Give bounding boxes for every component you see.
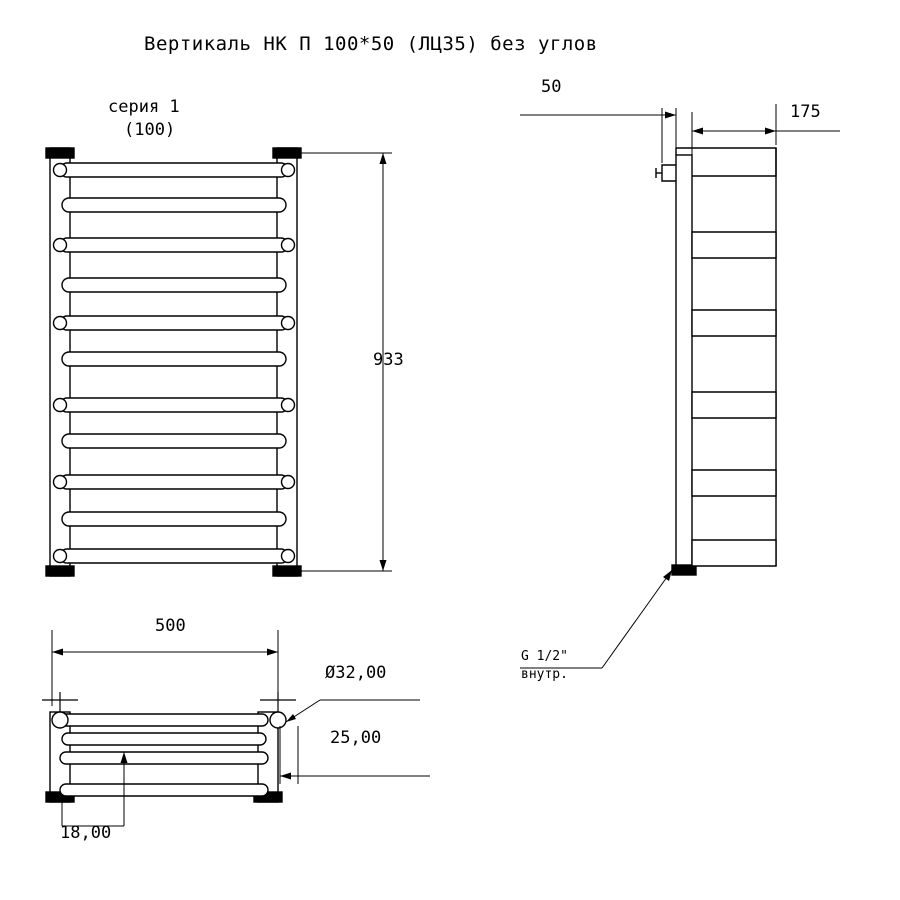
drawing-title: Вертикаль НК П 100*50 (ЛЦ35) без углов (144, 33, 598, 55)
dimension-width-label: 500 (155, 616, 186, 636)
dimension-diameter-label: Ø32,00 (325, 663, 387, 683)
dimension-spacing-label: 25,00 (330, 728, 382, 748)
dimension-tube-label: 18,00 (60, 823, 112, 843)
series-label: серия 1 (108, 97, 180, 117)
front-view (46, 148, 301, 576)
dimension-top-offset-label: 50 (541, 77, 562, 97)
dimension-top-offset (520, 108, 676, 163)
side-view (656, 148, 776, 575)
dimension-height-label: 933 (373, 350, 404, 370)
thread-label: G 1/2" (521, 649, 568, 664)
thread-sub-label: внутр. (521, 667, 568, 682)
series-sub-label: (100) (124, 120, 176, 140)
dimension-depth-label: 175 (790, 102, 821, 122)
